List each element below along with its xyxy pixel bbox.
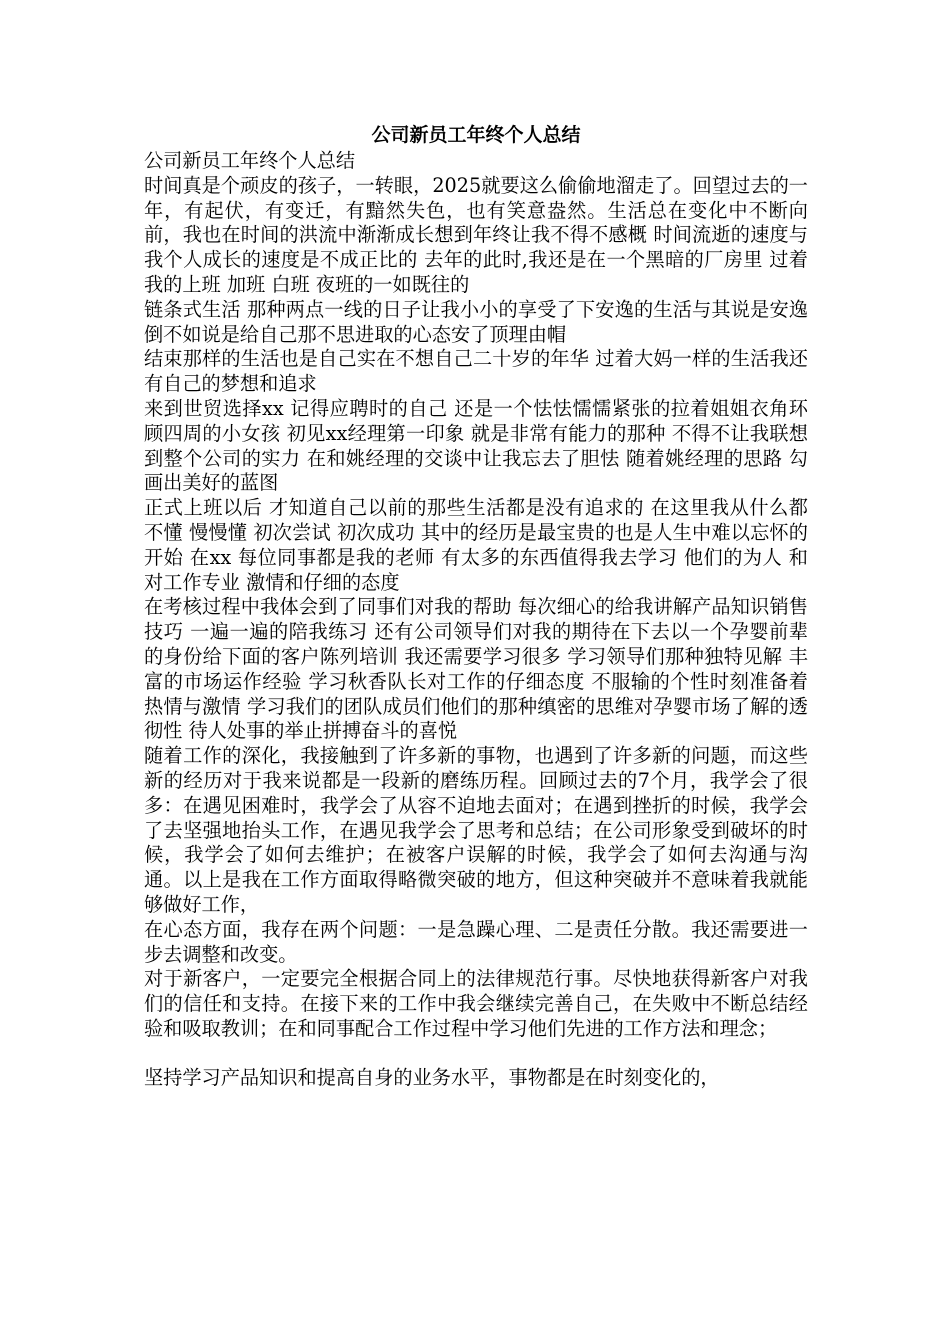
- paragraph: 坚持学习产品知识和提高自身的业务水平，事物都是在时刻变化的，: [144, 1066, 720, 1090]
- blank-line: [144, 1042, 808, 1067]
- paragraph: 在考核过程中我体会到了同事们对我的帮助 每次细心的给我讲解产品知识销售技巧 一遍一遍的陪我练习 还有公司领导们对我的期待在下去以一个孕婴前辈的身份给下面的客户陈列培训 我还需要学习很多 学习领导们那种独特见解 丰富的市场运作经验 学习秋香队长对工作的仔细态度 不服输的个性时刻准备着热情与激情 学习我们的团队成员们他们的那种缜密的思维对孕婴市场了解的透彻性 待人处事的举止拼搏奋斗的喜悦: [144, 595, 808, 743]
- paragraph: 正式上班以后 才知道自己以前的那些生活都是没有追求的 在这里我从什么都不懂 慢慢懂 初次尝试 初次成功 其中的经历是最宝贵的也是人生中难以忘怀的开始 在xx 每位同事都是我的老师 有太多的东西值得我去学习 他们的为人 和对工作专业 激情和仔细的态度: [144, 496, 808, 594]
- paragraph: 在心态方面，我存在两个问题：一是急躁心理、二是责任分散。我还需要进一步去调整和改变。: [144, 917, 808, 966]
- document-title: 公司新员工年终个人总结: [371, 124, 581, 146]
- paragraph: 随着工作的深化，我接触到了许多新的事物，也遇到了许多新的问题，而这些新的经历对于我来说都是一段新的磨练历程。回顾过去的7个月，我学会了很多：在遇见困难时，我学会了从容不迫地去面对；在遇到挫折的时候，我学会了去坚强地抬头工作，在遇见我学会了思考和总结；在公司形象受到破坏的时候，我学会了如何去维护；在被客户误解的时候，我学会了如何去沟通与沟通。以上是我在工作方面取得略微突破的地方，但这种突破并不意味着我就能够做好工作，: [144, 744, 808, 916]
- paragraph: 对于新客户，一定要完全根据合同上的法律规范行事。尽快地获得新客户对我们的信任和支持。在接下来的工作中我会继续完善自己，在失败中不断总结经验和吸取教训；在和同事配合工作过程中学习他们先进的工作方法和理念；: [144, 967, 808, 1040]
- paragraph-subtitle: 公司新员工年终个人总结: [144, 149, 356, 172]
- document-page: [144, 121, 808, 1091]
- paragraph: 结束那样的生活也是自己实在不想自己二十岁的年华 过着大妈一样的生活我还有自己的梦想和追求: [144, 347, 808, 396]
- paragraph: 来到世贸选择xx 记得应聘时的自己 还是一个怯怯懦懦紧张的拉着姐姐衣角环顾四周的小女孩 初见xx经理第一印象 就是非常有能力的那种 不得不让我联想到整个公司的实力 在和姚经理的交谈中让我忘去了胆怯 随着姚经理的思路 勾画出美好的蓝图: [144, 396, 808, 495]
- paragraph: 链条式生活 那种两点一线的日子让我小小的享受了下安逸的生活与其说是安逸 倒不如说是给自己那不思进取的心态安了顶理由帽: [144, 297, 808, 346]
- paragraph: 时间真是个顽皮的孩子，一转眼，2025就要这么偷偷地溜走了。回望过去的一年，有起伏，有变迁，有黯然失色，也有笑意盎然。生活总在变化中不断向前，我也在时间的洪流中渐渐成长想到年终让我不得不感概 时间流逝的速度与我个人成长的速度是不成正比的 去年的此时,我还是在一个黑暗的厂房里 过着我的上班 加班 白班 夜班的一如既往的: [144, 173, 808, 296]
